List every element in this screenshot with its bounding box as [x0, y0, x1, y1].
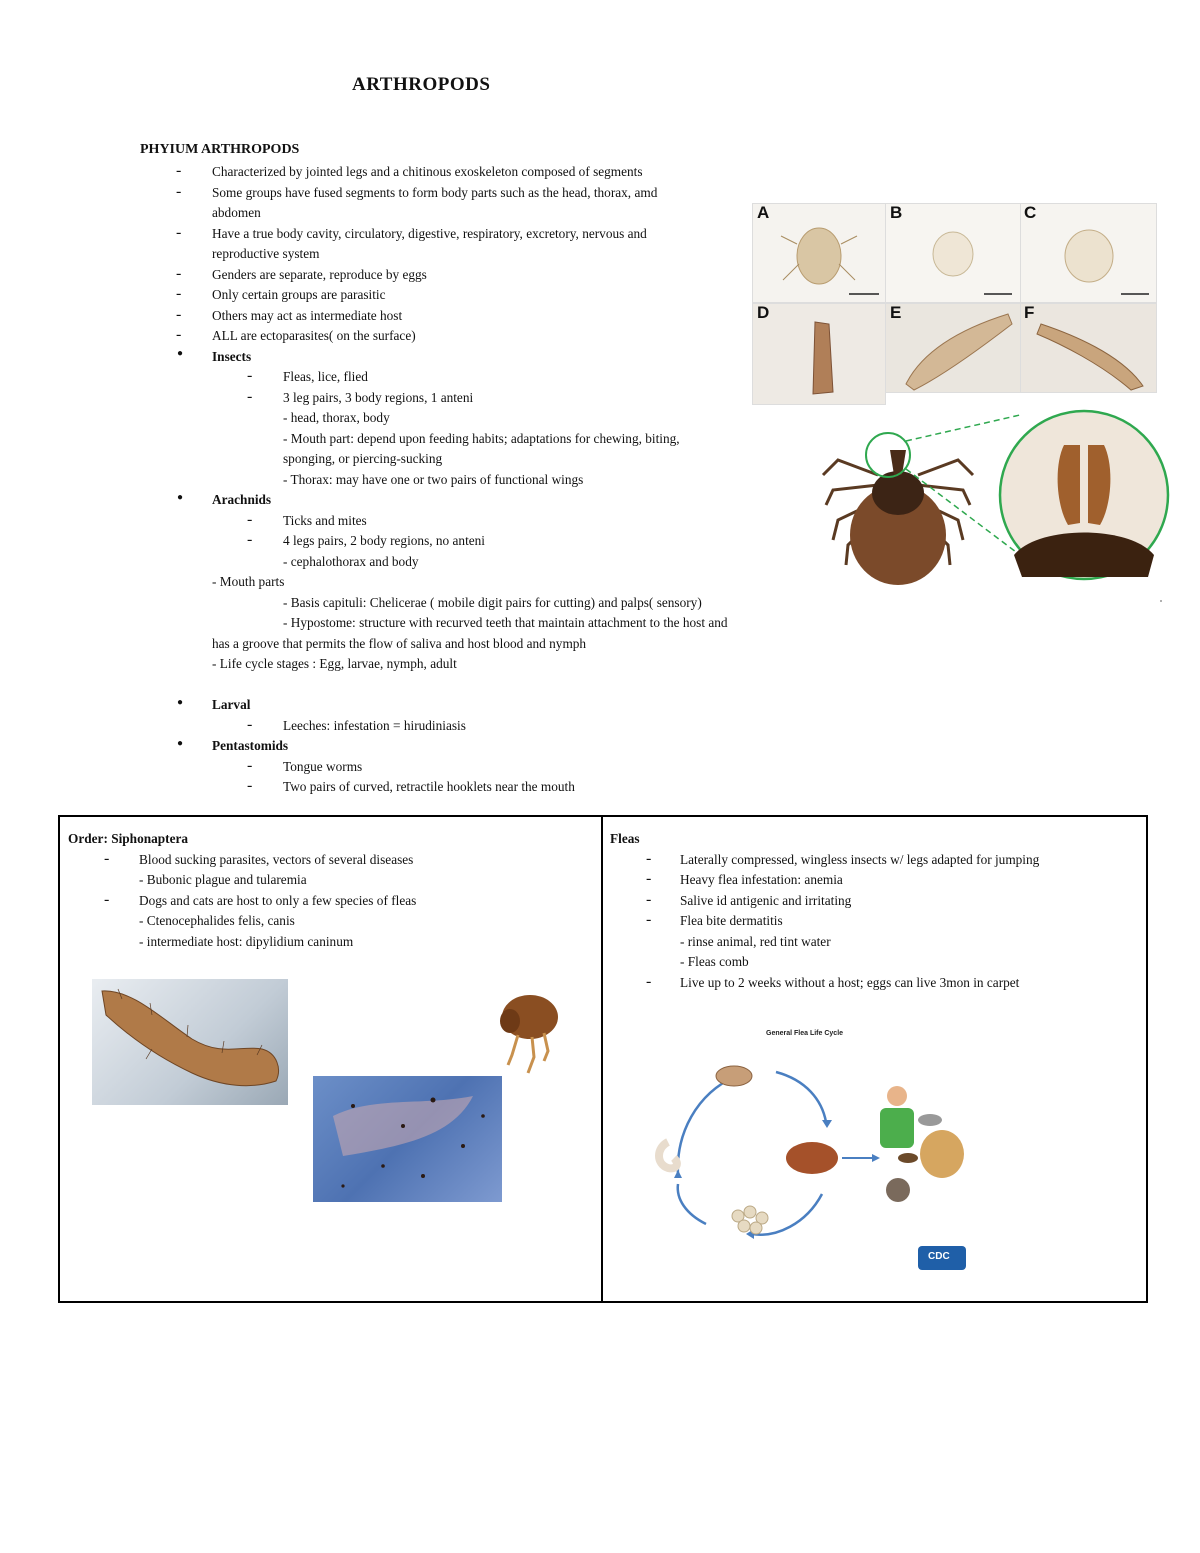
dash-marker: - [176, 285, 182, 302]
insects-item: Fleas, lice, flied [283, 369, 368, 384]
arachnids-item: has a groove that permits the flow of saliva and host blood and nymph [212, 636, 587, 651]
flea-larva-drawing [92, 979, 288, 1105]
flea-dirt-image [313, 1076, 502, 1202]
pentastomids-item: Tongue worms [283, 759, 363, 774]
dash-marker: - [646, 911, 652, 928]
dash-marker: - [646, 870, 652, 887]
fleas-heading: Fleas [610, 831, 640, 846]
fleas-item: Laterally compressed, wingless insects w/ legs adapted for jumping [680, 852, 1040, 867]
insects-item: sponging, or piercing-sucking [283, 451, 443, 466]
dash-marker: - [247, 531, 253, 548]
insects-item: - Thorax: may have one or two pairs of functional wings [283, 472, 584, 487]
larval-item: Leeches: infestation = hirudiniasis [283, 718, 466, 733]
mite-image-a [752, 203, 886, 303]
dash-marker: - [646, 850, 652, 867]
page-title: ARTHROPODS [352, 74, 491, 95]
siphonaptera-item: - Bubonic plague and tularemia [139, 872, 307, 887]
panel-label: E [890, 303, 902, 322]
pentastomids-label: Pentastomids [212, 738, 289, 753]
dash-marker: - [247, 716, 253, 733]
mite-image-d [752, 303, 886, 405]
phylum-point: Characterized by jointed legs and a chitinous exoskeleton composed of segments [212, 164, 643, 179]
mite-a-drawing [753, 204, 885, 302]
dash-marker: - [247, 511, 253, 528]
dash-marker: - [646, 891, 652, 908]
mite-d-drawing [753, 304, 885, 404]
fleas-item: - Fleas comb [680, 954, 749, 969]
flea-lifecycle-diagram [646, 1024, 982, 1274]
phylum-point: Some groups have fused segments to form body parts such as the head, thorax, amd [212, 185, 658, 200]
siphonaptera-item: - intermediate host: dipylidium caninum [139, 934, 354, 949]
arachnids-item: - Life cycle stages : Egg, larvae, nymph, adult [212, 656, 457, 671]
mite-e-drawing [886, 304, 1020, 392]
dash-marker: - [646, 973, 652, 990]
mite-image-b [885, 203, 1021, 303]
dash-marker: - [104, 850, 110, 867]
flea-larva-image [92, 979, 288, 1105]
fleas-item: Live up to 2 weeks without a host; eggs can live 3mon in carpet [680, 975, 1020, 990]
phylum-point: ALL are ectoparasites( on the surface) [212, 328, 416, 343]
arachnids-item: - Hypostome: structure with recurved teeth that maintain attachment to the host and [283, 615, 728, 630]
insects-item: 3 leg pairs, 3 body regions, 1 anteni [283, 390, 474, 405]
arachnids-item: - Mouth parts [212, 574, 285, 589]
arachnids-item: Ticks and mites [283, 513, 367, 528]
dash-marker: - [247, 777, 253, 794]
lifecycle-cycle-drawing [646, 1024, 982, 1274]
adult-flea-drawing [488, 985, 568, 1075]
dash-marker: - [176, 224, 182, 241]
dash-marker: - [104, 891, 110, 908]
bullet-marker: ● [177, 697, 184, 708]
mite-image-e [885, 303, 1021, 393]
insects-item: - head, thorax, body [283, 410, 390, 425]
phylum-point: Have a true body cavity, circulatory, digestive, respiratory, excretory, nervous and [212, 226, 647, 241]
siphonaptera-heading: Order: Siphonaptera [68, 831, 189, 846]
fleas-item: Heavy flea infestation: anemia [680, 872, 843, 887]
arachnids-item: - cephalothorax and body [283, 554, 419, 569]
dash-marker: - [247, 367, 253, 384]
panel-label: B [890, 203, 903, 222]
mite-b-drawing [886, 204, 1020, 302]
panel-label: C [1024, 203, 1037, 222]
siphonaptera-item: Dogs and cats are host to only a few species of fleas [139, 893, 417, 908]
phylum-point: reproductive system [212, 246, 320, 261]
lifecycle-title: General Flea Life Cycle [766, 1030, 844, 1037]
mite-f-drawing [1021, 304, 1156, 392]
bullet-marker: ● [177, 348, 184, 359]
dash-marker: - [176, 306, 182, 323]
bullet-marker: ● [177, 492, 184, 503]
phylum-point: Only certain groups are parasitic [212, 287, 386, 302]
panel-label: F [1024, 303, 1035, 322]
dash-marker: - [247, 757, 253, 774]
bullet-marker: ● [177, 738, 184, 749]
panel-label: D [757, 303, 770, 322]
table-divider [601, 815, 603, 1303]
cdc-logo: CDC [928, 1251, 950, 1262]
flea-dirt-drawing [313, 1076, 502, 1202]
siphonaptera-item: Blood sucking parasites, vectors of several diseases [139, 852, 414, 867]
arachnids-label: Arachnids [212, 492, 272, 507]
dash-marker: - [176, 162, 182, 179]
arachnids-item: - Basis capituli: Chelicerae ( mobile digit pairs for cutting) and palps( sensory) [283, 595, 702, 610]
tick-mouthparts-drawing [818, 405, 1170, 605]
dash-marker: - [176, 265, 182, 282]
arachnids-item: 4 legs pairs, 2 body regions, no anteni [283, 533, 486, 548]
mite-image-f [1020, 303, 1157, 393]
adult-flea-image [488, 985, 568, 1075]
fleas-item: - rinse animal, red tint water [680, 934, 831, 949]
dash-marker: - [176, 183, 182, 200]
phylum-point: abdomen [212, 205, 261, 220]
dash-marker: - [247, 388, 253, 405]
insects-item: - Mouth part: depend upon feeding habits; adaptations for chewing, biting, [283, 431, 680, 446]
phylum-heading: PHYIUM ARTHROPODS [140, 142, 300, 157]
larval-label: Larval [212, 697, 251, 712]
fleas-item: Flea bite dermatitis [680, 913, 783, 928]
siphonaptera-item: - Ctenocephalides felis, canis [139, 913, 295, 928]
insects-label: Insects [212, 349, 252, 364]
phylum-point: Genders are separate, reproduce by eggs [212, 267, 427, 282]
phylum-point: Others may act as intermediate host [212, 308, 403, 323]
mite-c-drawing [1021, 204, 1156, 302]
fleas-item: Salive id antigenic and irritating [680, 893, 852, 908]
dash-marker: - [176, 326, 182, 343]
pentastomids-item: Two pairs of curved, retractile hooklets near the mouth [283, 779, 575, 794]
panel-label: A [757, 203, 770, 222]
mite-image-c [1020, 203, 1157, 303]
tick-figure [818, 405, 1170, 605]
